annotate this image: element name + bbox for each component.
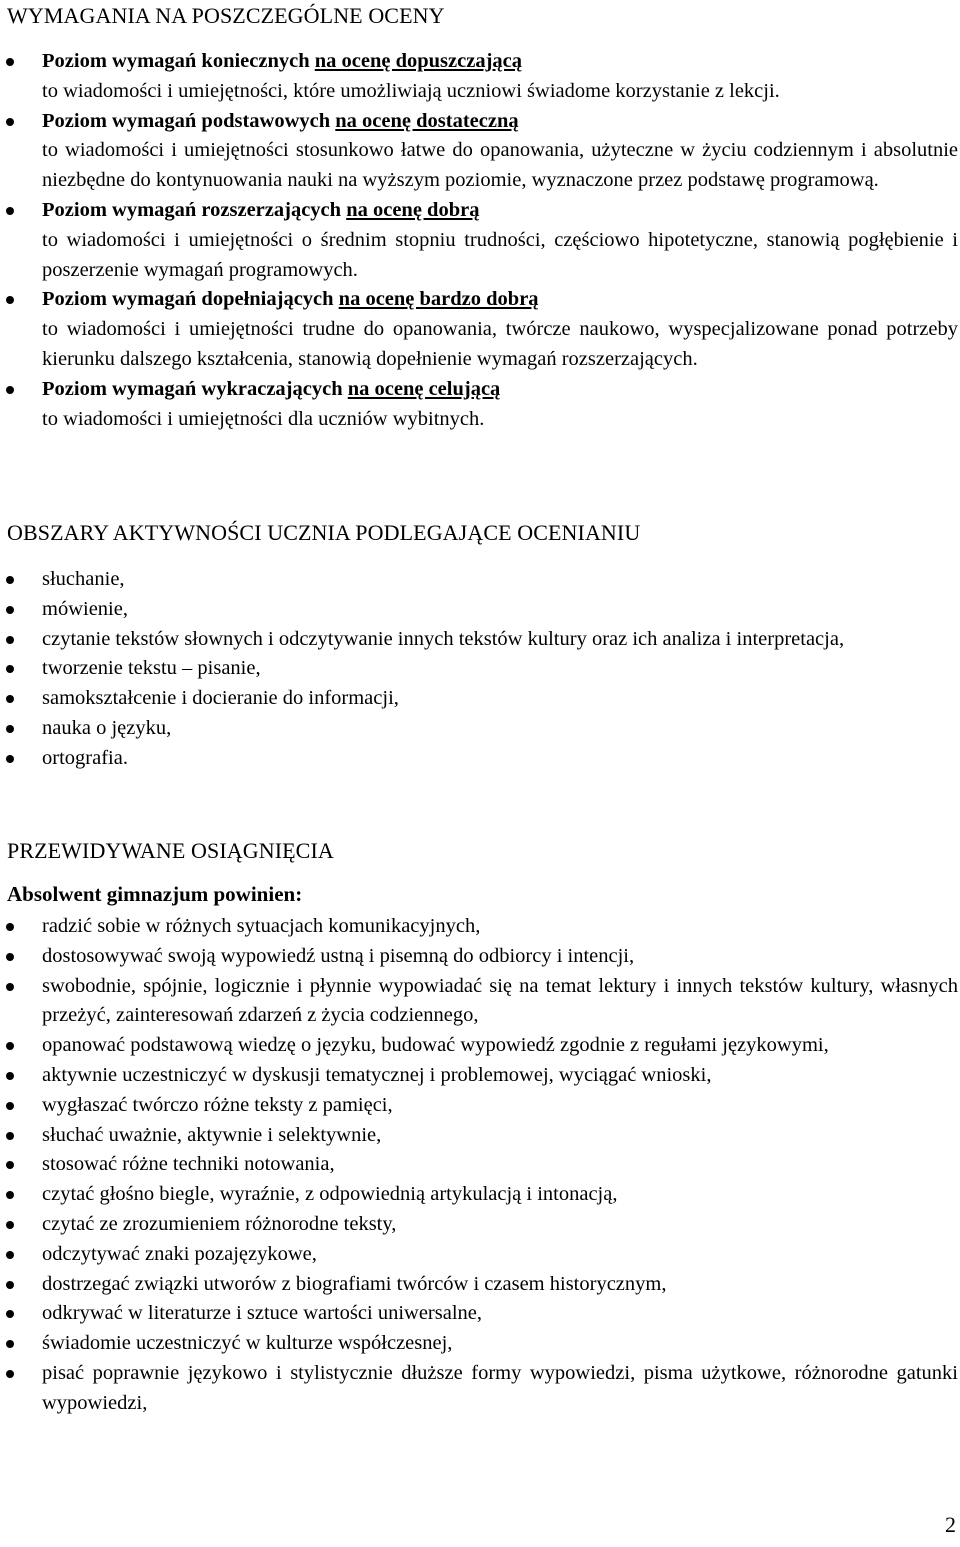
activity-area-item xyxy=(0,684,958,714)
grade-level-item xyxy=(0,285,958,374)
activity-area-item xyxy=(0,595,958,625)
grade-level-title xyxy=(42,107,958,137)
activity-area-item-text: ortografia. xyxy=(42,746,128,769)
bullet-icon xyxy=(6,725,14,733)
bullet-icon xyxy=(6,1161,14,1169)
grade-level-name: Poziom wymagań koniecznych xyxy=(42,50,310,72)
grade-level-title xyxy=(42,375,958,405)
achievement-item-text: odczytywać znaki pozajęzykowe, xyxy=(42,1242,317,1265)
bullet-icon xyxy=(6,1310,14,1318)
achievements-heading: PRZEWIDYWANE OSIĄGNIĘCIA xyxy=(7,838,334,863)
achievement-item-text: słuchać uważnie, aktywnie i selektywnie, xyxy=(42,1123,382,1146)
grade-level-description: to wiadomości i umiejętności stosunkowo łatwe do opanowania, użyteczne w życiu codziennym i absolutnie niezbędne do kontynuowania nauki na wyższym poziomie, wyznaczone przez podstawę programową. xyxy=(42,139,958,192)
grade-level-title xyxy=(42,196,958,226)
achievement-item-text: stosować różne techniki notowania, xyxy=(42,1153,335,1176)
bullet-icon xyxy=(6,118,14,126)
activity-area-item-text: czytanie tekstów słownych i odczytywanie innych tekstów kultury oraz ich analiza i interpretacja, xyxy=(42,627,845,650)
bullet-icon xyxy=(6,983,14,991)
bullet-icon xyxy=(6,953,14,961)
bullet-icon xyxy=(6,665,14,673)
grade-level-name: Poziom wymagań wykraczających xyxy=(42,377,343,400)
bullet-icon xyxy=(6,923,14,931)
bullet-icon xyxy=(6,1251,14,1259)
grade-level-name: Poziom wymagań dopełniających xyxy=(42,288,334,311)
activity-area-item xyxy=(0,654,958,684)
achievements-subheading: Absolwent gimnazjum powinien: xyxy=(7,882,303,906)
activity-area-item xyxy=(0,744,958,774)
grade-name: na ocenę dobrą xyxy=(346,198,480,221)
achievement-item xyxy=(0,972,958,1032)
achievement-item-text: dostrzegać związki utworów z biografiami twórców i czasem historycznym, xyxy=(42,1272,667,1295)
achievement-item xyxy=(0,1299,958,1329)
achievement-item xyxy=(0,942,958,972)
activity-area-item-text: słuchanie, xyxy=(42,568,125,590)
activity-area-item xyxy=(0,714,958,744)
bullet-icon xyxy=(6,1042,14,1050)
bullet-icon xyxy=(6,606,14,614)
grade-level-item xyxy=(0,47,958,107)
achievement-item xyxy=(0,1240,958,1270)
grades-heading: WYMAGANIA NA POSZCZEGÓLNE OCENY xyxy=(7,3,445,28)
grade-level-name: Poziom wymagań rozszerzających xyxy=(42,198,342,221)
activity-area-item-text: mówienie, xyxy=(42,597,128,620)
areas-list xyxy=(0,565,958,774)
achievement-item-text: opanować podstawową wiedzę o języku, budować wypowiedź zgodnie z regułami językowymi, xyxy=(42,1034,829,1057)
achievement-item-text: czytać głośno biegle, wyraźnie, z odpowiednią artykulacją i intonacją, xyxy=(42,1183,618,1206)
achievement-item-text: pisać poprawnie językowo i stylistycznie dłuższe formy wypowiedzi, pisma użytkowe, różnorodne gatunki wypowiedzi, xyxy=(42,1361,958,1414)
activity-area-item xyxy=(0,625,958,655)
grade-level-description: to wiadomości i umiejętności o średnim stopniu trudności, częściowo hipotetyczne, stanowią pogłębienie i poszerzenie wymagań programowych. xyxy=(42,228,958,281)
bullet-icon xyxy=(6,1340,14,1348)
achievement-item xyxy=(0,1329,958,1359)
grade-level-title xyxy=(42,285,958,315)
grade-level-item xyxy=(0,196,958,285)
bullet-icon xyxy=(6,1072,14,1080)
achievement-item xyxy=(0,1180,958,1210)
achievements-list xyxy=(0,912,958,1419)
bullet-icon xyxy=(6,1102,14,1110)
achievement-item xyxy=(0,1270,958,1300)
bullet-icon xyxy=(6,1370,14,1378)
grade-name: na ocenę celującą xyxy=(347,377,501,400)
achievement-item-text: czytać ze zrozumieniem różnorodne teksty, xyxy=(42,1212,397,1235)
achievement-item-text: dostosowywać swoją wypowiedź ustną i pisemną do odbiorcy i intencji, xyxy=(42,944,635,967)
bullet-icon xyxy=(6,1221,14,1229)
activity-area-item-text: nauka o języku, xyxy=(42,716,172,739)
achievement-item-text: wygłaszać twórczo różne teksty z pamięci, xyxy=(42,1093,393,1116)
bullet-icon xyxy=(6,695,14,703)
bullet-icon xyxy=(6,1132,14,1140)
grade-level-description: to wiadomości i umiejętności dla uczniów wybitnych. xyxy=(42,407,485,430)
achievement-item xyxy=(0,912,958,942)
activity-area-item-text: tworzenie tekstu – pisanie, xyxy=(42,657,261,680)
grade-level-title xyxy=(42,47,958,77)
page-number: 2 xyxy=(945,1512,956,1537)
achievement-item-text: swobodnie, spójnie, logicznie i płynnie wypowiadać się na temat lektury i innych tekstów kultury, własnych przeżyć, zainteresowań zdarzeń z życia codziennego, xyxy=(42,974,958,1027)
achievement-item-text: aktywnie uczestniczyć w dyskusji tematycznej i problemowej, wyciągać wnioski, xyxy=(42,1063,712,1086)
grade-name: na ocenę dopuszczającą xyxy=(314,50,523,72)
activity-area-item-text: samokształcenie i docieranie do informacji, xyxy=(42,687,399,710)
grade-level-item xyxy=(0,375,958,435)
achievement-item-text: radzić sobie w różnych sytuacjach komunikacyjnych, xyxy=(42,915,481,937)
achievement-item xyxy=(0,1210,958,1240)
bullet-icon xyxy=(6,1191,14,1199)
bullet-icon xyxy=(6,58,14,66)
achievement-item-text: świadomie uczestniczyć w kulturze współczesnej, xyxy=(42,1332,453,1355)
bullet-icon xyxy=(6,755,14,763)
grade-level-item xyxy=(0,107,958,196)
bullet-icon xyxy=(6,1281,14,1289)
bullet-icon xyxy=(6,207,14,215)
activity-area-item xyxy=(0,565,958,595)
achievement-item xyxy=(0,1091,958,1121)
bullet-icon xyxy=(6,576,14,584)
grades-list xyxy=(0,47,958,434)
bullet-icon xyxy=(6,386,14,394)
achievement-item-text: odkrywać w literaturze i sztuce wartości uniwersalne, xyxy=(42,1302,482,1325)
areas-heading: OBSZARY AKTYWNOŚCI UCZNIA PODLEGAJĄCE OCENIANIU xyxy=(7,520,641,545)
grade-name: na ocenę dostateczną xyxy=(335,109,519,132)
achievement-item xyxy=(0,1061,958,1091)
achievement-item xyxy=(0,1031,958,1061)
achievement-item xyxy=(0,1150,958,1180)
achievement-item xyxy=(0,1121,958,1151)
grade-level-description: to wiadomości i umiejętności trudne do opanowania, twórcze naukowo, wyspecjalizowane ponad potrzeby kierunku dalszego kształcenia, stanowią dopełnienie wymagań rozszerzających. xyxy=(42,318,958,370)
bullet-icon xyxy=(6,636,14,644)
grade-level-description: to wiadomości i umiejętności, które umożliwiają uczniowi świadome korzystanie z lekcji. xyxy=(42,79,780,102)
achievement-item xyxy=(0,1359,958,1419)
grade-name: na ocenę bardzo dobrą xyxy=(338,288,539,311)
bullet-icon xyxy=(6,296,14,304)
grade-level-name: Poziom wymagań podstawowych xyxy=(42,109,331,132)
